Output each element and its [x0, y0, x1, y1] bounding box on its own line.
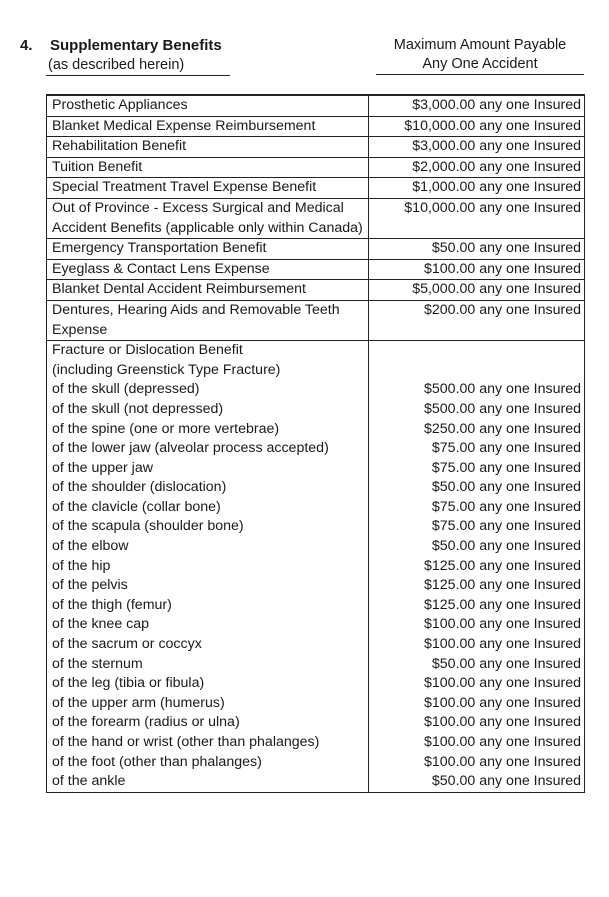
amount-header-underline — [376, 74, 584, 75]
fracture-item-label: of the upper jaw — [47, 459, 369, 479]
fracture-item-amount: $100.00 any one Insured — [369, 753, 585, 773]
fracture-item-row — [47, 498, 585, 518]
fracture-item-label: of the skull (not depressed) — [47, 400, 369, 420]
fracture-item-label: of the upper arm (humerus) — [47, 694, 369, 714]
benefit-label: Out of Province - Excess Surgical and Medical Accident Benefits (applicable only within Canada) — [47, 198, 369, 238]
section-number: 4. — [20, 37, 33, 54]
fracture-item-amount: $50.00 any one Insured — [369, 772, 585, 792]
fracture-item-amount: $75.00 any one Insured — [369, 459, 585, 479]
fracture-item-row — [47, 478, 585, 498]
fracture-item-label: of the lower jaw (alveolar process accepted) — [47, 439, 369, 459]
fracture-item-row — [47, 753, 585, 773]
benefit-amount: $2,000.00 any one Insured — [369, 157, 585, 178]
table-row — [47, 198, 585, 238]
benefit-amount: $100.00 any one Insured — [369, 259, 585, 280]
fracture-item-row — [47, 733, 585, 753]
table-row — [47, 157, 585, 178]
fracture-item-row — [47, 713, 585, 733]
fracture-item-label: of the sternum — [47, 655, 369, 675]
fracture-heading-row — [47, 341, 585, 361]
fracture-item-label: of the thigh (femur) — [47, 596, 369, 616]
fracture-item-row — [47, 537, 585, 557]
amount-header-line1: Maximum Amount Payable — [393, 37, 567, 53]
fracture-item-label: of the ankle — [47, 772, 369, 792]
benefit-amount: $50.00 any one Insured — [369, 239, 585, 260]
benefit-label: Eyeglass & Contact Lens Expense — [47, 259, 369, 280]
empty-cell — [369, 361, 585, 381]
fracture-item-amount: $50.00 any one Insured — [369, 655, 585, 675]
section-underline — [46, 75, 230, 76]
fracture-item-amount: $100.00 any one Insured — [369, 694, 585, 714]
fracture-item-amount: $50.00 any one Insured — [369, 478, 585, 498]
benefit-label: Special Treatment Travel Expense Benefit — [47, 178, 369, 199]
benefit-label: Blanket Medical Expense Reimbursement — [47, 116, 369, 137]
fracture-item-row — [47, 772, 585, 792]
fracture-item-row — [47, 557, 585, 577]
section-title: Supplementary Benefits — [50, 37, 222, 54]
fracture-item-row — [47, 596, 585, 616]
fracture-item-label: of the shoulder (dislocation) — [47, 478, 369, 498]
fracture-item-label: of the scapula (shoulder bone) — [47, 517, 369, 537]
section-subtitle: (as described herein) — [48, 57, 185, 73]
fracture-item-row — [47, 400, 585, 420]
fracture-item-row — [47, 420, 585, 440]
fracture-item-label: of the clavicle (collar bone) — [47, 498, 369, 518]
fracture-item-label: of the pelvis — [47, 576, 369, 596]
fracture-item-amount: $100.00 any one Insured — [369, 635, 585, 655]
fracture-item-label: of the elbow — [47, 537, 369, 557]
benefit-label: Tuition Benefit — [47, 157, 369, 178]
table-row — [47, 116, 585, 137]
benefit-label: Rehabilitation Benefit — [47, 137, 369, 158]
table-row — [47, 259, 585, 280]
fracture-item-row — [47, 615, 585, 635]
table-row — [47, 300, 585, 340]
benefit-amount: $200.00 any one Insured — [369, 300, 585, 340]
fracture-subheading-row — [47, 361, 585, 381]
benefit-amount: $1,000.00 any one Insured — [369, 178, 585, 199]
fracture-item-amount: $75.00 any one Insured — [369, 517, 585, 537]
fracture-item-amount: $75.00 any one Insured — [369, 439, 585, 459]
fracture-item-amount: $100.00 any one Insured — [369, 713, 585, 733]
fracture-item-label: of the leg (tibia or fibula) — [47, 674, 369, 694]
fracture-item-row — [47, 655, 585, 675]
fracture-item-label: of the knee cap — [47, 615, 369, 635]
benefit-amount: $3,000.00 any one Insured — [369, 95, 585, 116]
amount-header-line2: Any One Accident — [422, 56, 538, 72]
fracture-heading: Fracture or Dislocation Benefit — [47, 341, 369, 361]
fracture-item-row — [47, 674, 585, 694]
table-row — [47, 239, 585, 260]
table-row — [47, 178, 585, 199]
fracture-item-amount: $250.00 any one Insured — [369, 420, 585, 440]
fracture-item-amount: $100.00 any one Insured — [369, 615, 585, 635]
benefit-amount: $5,000.00 any one Insured — [369, 280, 585, 301]
benefits-table — [46, 94, 585, 793]
fracture-item-label: of the spine (one or more vertebrae) — [47, 420, 369, 440]
empty-cell — [369, 341, 585, 361]
fracture-item-row — [47, 439, 585, 459]
fracture-item-row — [47, 459, 585, 479]
fracture-item-label: of the foot (other than phalanges) — [47, 753, 369, 773]
fracture-item-amount: $125.00 any one Insured — [369, 596, 585, 616]
fracture-item-row — [47, 694, 585, 714]
table-row — [47, 95, 585, 116]
fracture-item-label: of the hand or wrist (other than phalanges) — [47, 733, 369, 753]
fracture-item-label: of the hip — [47, 557, 369, 577]
benefit-label: Dentures, Hearing Aids and Removable Teeth Expense — [47, 300, 369, 340]
fracture-subheading: (including Greenstick Type Fracture) — [47, 361, 369, 381]
fracture-item-amount: $125.00 any one Insured — [369, 557, 585, 577]
benefit-label: Prosthetic Appliances — [47, 95, 369, 116]
benefit-label: Blanket Dental Accident Reimbursement — [47, 280, 369, 301]
benefit-amount: $3,000.00 any one Insured — [369, 137, 585, 158]
fracture-item-amount: $100.00 any one Insured — [369, 733, 585, 753]
fracture-item-row — [47, 380, 585, 400]
table-row — [47, 137, 585, 158]
fracture-item-amount: $125.00 any one Insured — [369, 576, 585, 596]
fracture-item-label: of the skull (depressed) — [47, 380, 369, 400]
fracture-item-amount: $500.00 any one Insured — [369, 380, 585, 400]
fracture-item-amount: $75.00 any one Insured — [369, 498, 585, 518]
fracture-item-amount: $500.00 any one Insured — [369, 400, 585, 420]
fracture-item-amount: $50.00 any one Insured — [369, 537, 585, 557]
fracture-item-label: of the forearm (radius or ulna) — [47, 713, 369, 733]
fracture-item-amount: $100.00 any one Insured — [369, 674, 585, 694]
benefit-amount: $10,000.00 any one Insured — [369, 198, 585, 238]
benefit-amount: $10,000.00 any one Insured — [369, 116, 585, 137]
fracture-item-row — [47, 517, 585, 537]
table-row — [47, 280, 585, 301]
fracture-item-row — [47, 576, 585, 596]
fracture-item-label: of the sacrum or coccyx — [47, 635, 369, 655]
benefit-label: Emergency Transportation Benefit — [47, 239, 369, 260]
fracture-item-row — [47, 635, 585, 655]
